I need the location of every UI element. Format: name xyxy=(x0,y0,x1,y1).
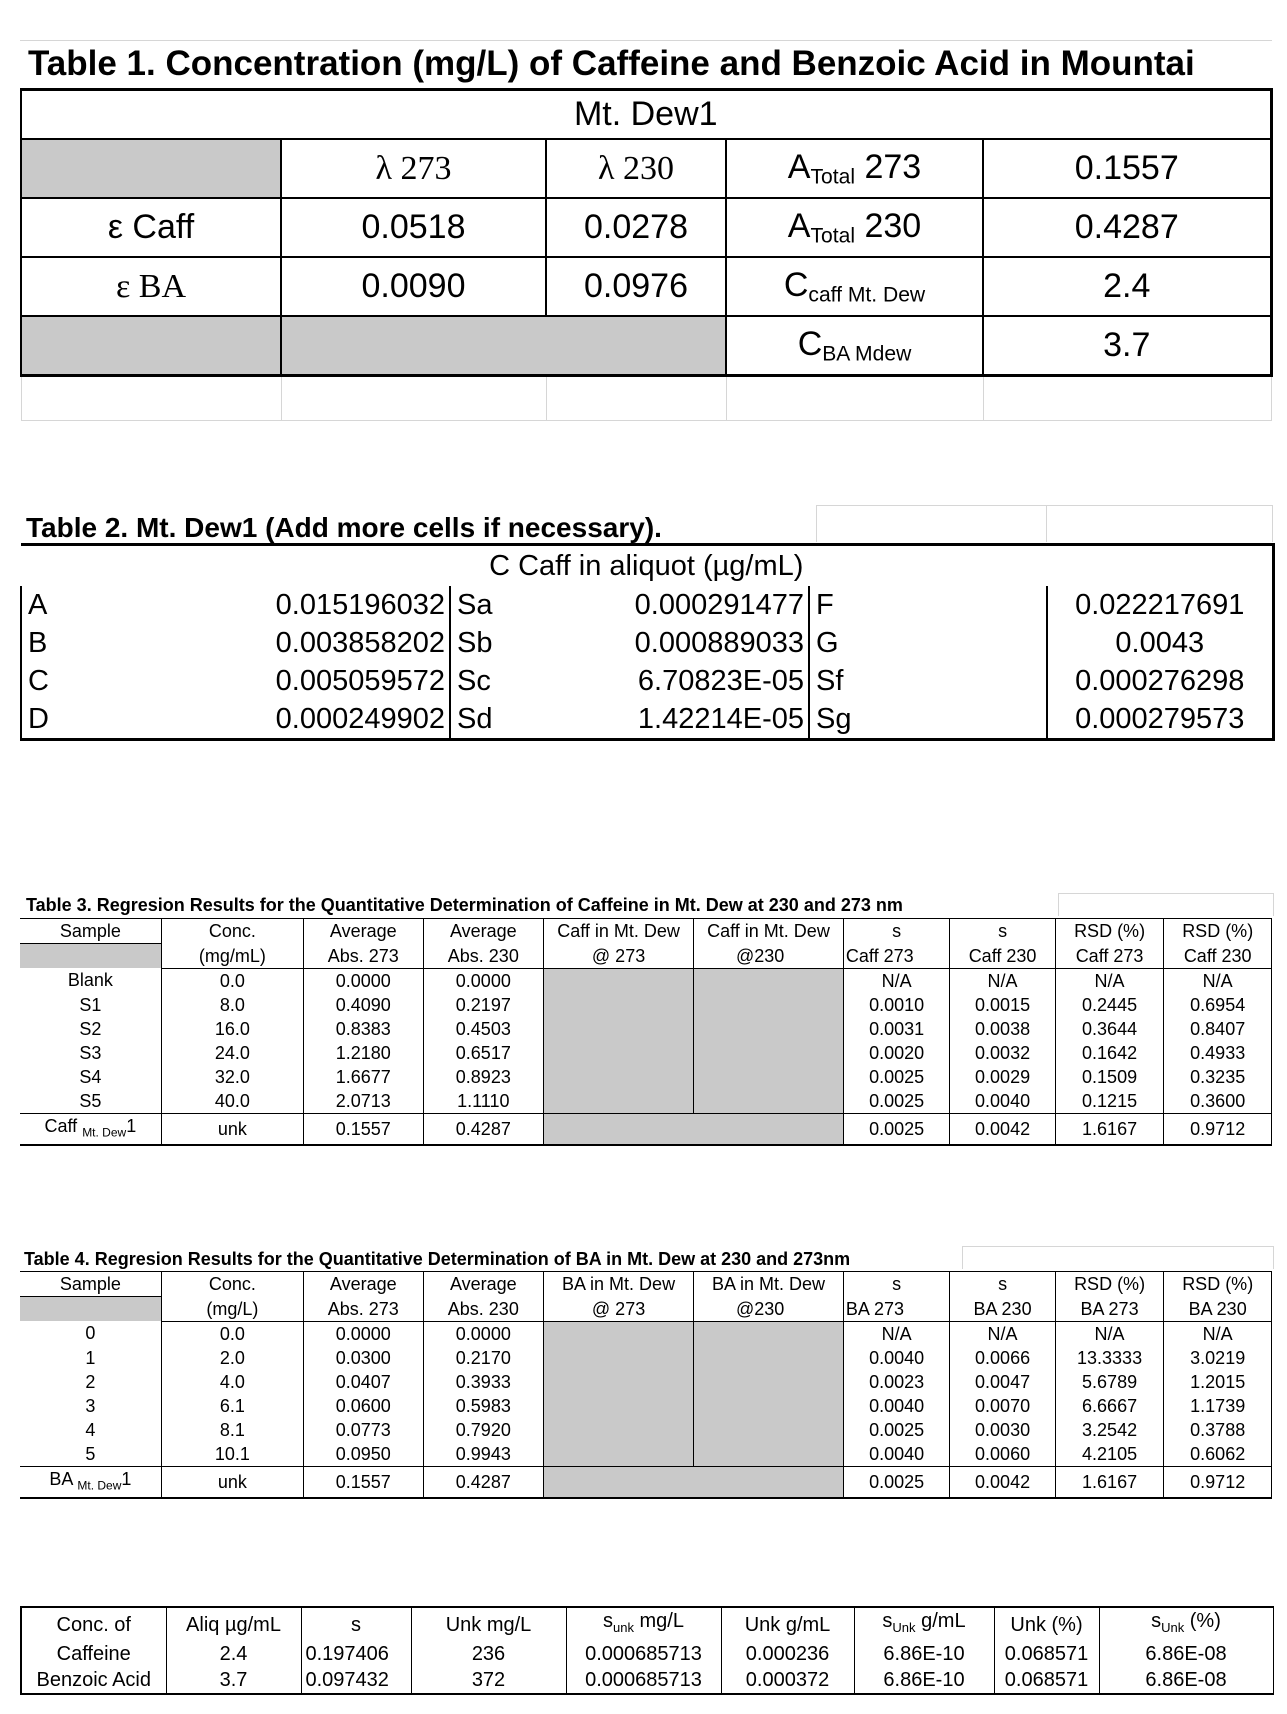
table3-cell: 0.0040 xyxy=(950,1089,1055,1114)
table4-cell: N/A xyxy=(950,1321,1055,1346)
table4-gray-cell xyxy=(544,1346,694,1370)
table3-subheader-4: @ 273 xyxy=(544,944,694,969)
table3-cell: 0.4933 xyxy=(1164,1041,1272,1065)
table4-cell: 3.0219 xyxy=(1164,1346,1272,1370)
table3-gray-cell xyxy=(694,1089,844,1114)
table2-label-s: Sa xyxy=(450,586,596,624)
table4-subheader-1: (mg/L) xyxy=(161,1297,303,1322)
table1-empty-cell xyxy=(21,139,281,198)
table1-blank xyxy=(21,376,281,421)
table4-gray-cell xyxy=(694,1442,844,1467)
table3-cell: 1.1110 xyxy=(423,1089,544,1114)
table3-cell: 0.0000 xyxy=(304,968,424,993)
table4-gray-cell xyxy=(694,1418,844,1442)
table4-gray-cell xyxy=(694,1321,844,1346)
table4-unknown-cell: 0.0042 xyxy=(950,1466,1055,1498)
table3-gray-cell xyxy=(544,993,694,1017)
table3-subheader-5: @230 xyxy=(694,944,844,969)
table2-value-a: 0.005059572 xyxy=(275,664,445,697)
table1-sample-header: Mt. Dew1 xyxy=(21,90,1271,140)
table3-unknown-cell: 1.6167 xyxy=(1055,1113,1164,1145)
table3-cell: 0.0031 xyxy=(843,1017,949,1041)
table5-header-1: Aliq µg/mL xyxy=(166,1607,301,1641)
table1 xyxy=(20,88,1273,421)
table5-cell: 6.86E-10 xyxy=(854,1641,994,1667)
table3-cell: 0.1642 xyxy=(1055,1041,1164,1065)
table2-label-f: Sf xyxy=(809,662,1047,700)
table3-unknown-cell: unk xyxy=(161,1113,303,1145)
table1-blank xyxy=(281,376,546,421)
table3-gray-cell xyxy=(694,968,844,993)
table4-cell: N/A xyxy=(1055,1321,1164,1346)
table3-gray-cell xyxy=(694,1113,844,1145)
table2-value-a: 0.015196032 xyxy=(275,588,445,621)
table3-subheader-8: Caff 273 xyxy=(1055,944,1164,969)
table4-cell: 1 xyxy=(85,1347,96,1368)
table4-cell: 0.0773 xyxy=(304,1418,424,1442)
table3-header-1: Conc. xyxy=(161,919,303,944)
table4-cell: 13.3333 xyxy=(1055,1346,1164,1370)
table4-header-3: Average xyxy=(423,1272,544,1297)
table1-blank xyxy=(546,376,726,421)
table4-cell: 0.0070 xyxy=(950,1394,1055,1418)
table4-cell: 6.6667 xyxy=(1055,1394,1164,1418)
table3-gray-cell xyxy=(694,1017,844,1041)
table1-eps-caff-label: ε Caff xyxy=(21,198,281,257)
table3-cell: 0.4503 xyxy=(423,1017,544,1041)
table4-cell: 1.2015 xyxy=(1164,1370,1272,1394)
table2-value-s: 1.42214E-05 xyxy=(596,700,809,740)
table2-value-a: 0.003858202 xyxy=(275,626,445,659)
table3-cell: S3 xyxy=(79,1042,102,1063)
table4-cell: 0.3788 xyxy=(1164,1418,1272,1442)
table1-ba273: 0.0090 xyxy=(281,257,546,316)
table4-gray-cell xyxy=(694,1346,844,1370)
table3-header-7: s xyxy=(950,919,1055,944)
table4-header-4: BA in Mt. Dew xyxy=(544,1272,694,1297)
table2-blank xyxy=(817,506,1047,543)
table5-cell: 0.000685713 xyxy=(566,1667,721,1694)
table3-subheader-3: Abs. 230 xyxy=(423,944,544,969)
table4-cell: 4.2105 xyxy=(1055,1442,1164,1467)
table2 xyxy=(20,543,1275,741)
table1-empty-cell xyxy=(281,316,726,376)
table4-cell: 8.1 xyxy=(161,1418,303,1442)
table1-ccaff-label: $C_{caff Mt. Dew}$ xyxy=(726,257,983,316)
table3-cell: 0.3600 xyxy=(1164,1089,1272,1114)
table3 xyxy=(20,918,1272,1146)
table3-cell: 0.0015 xyxy=(950,993,1055,1017)
table3-cell: 0.0029 xyxy=(950,1065,1055,1089)
table2-label-a: D xyxy=(21,700,235,740)
table1-cba-label: $C_{BA Mdew}$ xyxy=(726,316,983,376)
table4-gray-cell xyxy=(544,1442,694,1467)
table3-header-5: Caff in Mt. Dew xyxy=(694,919,844,944)
table2-label-a: A xyxy=(21,586,235,624)
table2-value-s: 6.70823E-05 xyxy=(637,664,804,697)
table5-cell: 2.4 xyxy=(166,1641,301,1667)
table2-value-a: 0.000249902 xyxy=(235,700,450,740)
table1-ccaff-value: 2.4 xyxy=(983,257,1271,316)
table2-label-f: Sg xyxy=(809,700,1047,740)
table4-subheader-9: BA 230 xyxy=(1164,1297,1272,1322)
table4-cell: N/A xyxy=(843,1321,949,1346)
table5-header-2: s xyxy=(301,1607,411,1641)
table3-cell: 0.1509 xyxy=(1055,1065,1164,1089)
table5-header-7: Unk (%) xyxy=(994,1607,1099,1641)
table1-cba-value: 3.7 xyxy=(983,316,1271,376)
table4-gray-cell xyxy=(544,1466,694,1498)
table4-gray-cell xyxy=(694,1394,844,1418)
table1-atotal230-value: 0.4287 xyxy=(983,198,1271,257)
table3-cell: 0.1215 xyxy=(1055,1089,1164,1114)
table3-gray-cell xyxy=(544,1041,694,1065)
table3-cell: N/A xyxy=(843,968,949,993)
gridline xyxy=(20,40,1272,41)
table2-label-s: Sb xyxy=(450,624,596,662)
table4-cell: 2 xyxy=(85,1371,96,1392)
table3-header-3: Average xyxy=(423,919,544,944)
table5-cell: 0.068571 xyxy=(994,1667,1099,1694)
table4-cell: 0.0025 xyxy=(843,1418,949,1442)
table5-header-8: $s_{Unk}$ (%) xyxy=(1099,1607,1273,1641)
table3-gray-cell xyxy=(544,1065,694,1089)
table3-cell: S2 xyxy=(79,1018,102,1039)
table3-cell: 0.2445 xyxy=(1055,993,1164,1017)
table3-cell: N/A xyxy=(1164,968,1272,993)
table4-cell: 3.2542 xyxy=(1055,1418,1164,1442)
table4-subheader-3: Abs. 230 xyxy=(423,1297,544,1322)
table3-header-2: Average xyxy=(304,919,424,944)
table3-cell: 2.0713 xyxy=(304,1089,424,1114)
table3-subheader-9: Caff 230 xyxy=(1164,944,1272,969)
table4-cell: 0.0060 xyxy=(950,1442,1055,1467)
table4-unknown-cell: 0.1557 xyxy=(304,1466,424,1498)
table3-unknown-label: Caff $_{Mt. Dew}$1 xyxy=(20,1113,161,1145)
table3-title: Table 3. Regresion Results for the Quantitative Determination of Caffeine in Mt. Dew at 230 and 273 nm xyxy=(26,895,903,915)
table3-cell: Blank xyxy=(67,970,113,991)
table4-gray-cell xyxy=(694,1466,844,1498)
table4-cell: 0.2170 xyxy=(423,1346,544,1370)
table3-cell: 0.6954 xyxy=(1164,993,1272,1017)
table4-cell: 0.0 xyxy=(161,1321,303,1346)
table5-cell: 0.000372 xyxy=(721,1667,854,1694)
table2-blank xyxy=(1047,506,1273,543)
table4-cell: 0.6062 xyxy=(1164,1442,1272,1467)
table3-cell: 1.6677 xyxy=(304,1065,424,1089)
table3-cell: 0.8383 xyxy=(304,1017,424,1041)
table4-cell: 0.0040 xyxy=(843,1394,949,1418)
table4-cell: 0.0600 xyxy=(304,1394,424,1418)
table3-cell: 0.2197 xyxy=(423,993,544,1017)
table2-title: Table 2. Mt. Dew1 (Add more cells if necessary). xyxy=(26,512,662,543)
table5-cell: 0.097432 xyxy=(301,1667,411,1694)
table5-cell: 0.197406 xyxy=(301,1641,411,1667)
table5-header-3: Unk mg/L xyxy=(411,1607,566,1641)
table4-subheader-6: BA 273 xyxy=(843,1297,949,1322)
table4-cell: 4 xyxy=(85,1419,96,1440)
table4-gray-cell xyxy=(544,1370,694,1394)
table3-cell: 0.0 xyxy=(161,968,303,993)
table5-cell: 236 xyxy=(411,1641,566,1667)
table4-cell: 0.0950 xyxy=(304,1442,424,1467)
table4-cell: 5 xyxy=(85,1443,96,1464)
table2-label-a: B xyxy=(21,624,235,662)
table4-cell: 0.0300 xyxy=(304,1346,424,1370)
table3-cell: 0.0038 xyxy=(950,1017,1055,1041)
table3-header-0: Sample xyxy=(20,919,161,944)
table4-subheader-8: BA 273 xyxy=(1055,1297,1164,1322)
table4-cell: 0.5983 xyxy=(423,1394,544,1418)
table1-title: Table 1. Concentration (mg/L) of Caffeine and Benzoic Acid in Mountai xyxy=(28,44,1195,83)
table4-header-1: Conc. xyxy=(161,1272,303,1297)
table3-cell: 1.2180 xyxy=(304,1041,424,1065)
gridline xyxy=(962,1246,1274,1269)
table3-cell: N/A xyxy=(950,968,1055,993)
table4-header-5: BA in Mt. Dew xyxy=(694,1272,844,1297)
table3-gray-cell xyxy=(544,1113,694,1145)
table3-unknown-cell: 0.0042 xyxy=(950,1113,1055,1145)
table4-unknown-cell: 0.4287 xyxy=(423,1466,544,1498)
table5-cell: Benzoic Acid xyxy=(21,1667,166,1694)
table4-header-6: s xyxy=(843,1272,949,1297)
table4-subheader-2: Abs. 273 xyxy=(304,1297,424,1322)
table3-cell: 0.8407 xyxy=(1164,1017,1272,1041)
table4-header-7: s xyxy=(950,1272,1055,1297)
table4-cell: 0.0066 xyxy=(950,1346,1055,1370)
table4-cell: 0.7920 xyxy=(423,1418,544,1442)
table3-unknown-cell: 0.9712 xyxy=(1164,1113,1272,1145)
table5-cell: 6.86E-08 xyxy=(1099,1641,1273,1667)
table2-value-f: 0.000279573 xyxy=(1047,700,1273,740)
table2-value-f: 0.000276298 xyxy=(1047,662,1273,700)
table5-cell: 372 xyxy=(411,1667,566,1694)
table5-cell: 6.86E-10 xyxy=(854,1667,994,1694)
table4-unknown-cell: 1.6167 xyxy=(1055,1466,1164,1498)
table3-cell: 32.0 xyxy=(161,1065,303,1089)
table2-label-s: Sc xyxy=(450,662,596,700)
table5-cell: 6.86E-08 xyxy=(1099,1667,1273,1694)
table1-atotal273-value: 0.1557 xyxy=(983,139,1271,198)
table4-header-blank xyxy=(20,1297,161,1322)
table3-gray-cell xyxy=(544,1017,694,1041)
table1-atotal273-label: $A_{Total}$ 273 xyxy=(726,139,983,198)
table3-cell: N/A xyxy=(1055,968,1164,993)
table4-subheader-4: @ 273 xyxy=(544,1297,694,1322)
table4-cell: 1.1739 xyxy=(1164,1394,1272,1418)
table2-label-a: C xyxy=(21,662,235,700)
table3-gray-cell xyxy=(694,993,844,1017)
table2-label-f: G xyxy=(809,624,1047,662)
gridline xyxy=(1058,893,1274,916)
table3-unknown-cell: 0.0025 xyxy=(843,1113,949,1145)
table3-cell: 8.0 xyxy=(161,993,303,1017)
table3-cell: 0.0025 xyxy=(843,1089,949,1114)
table3-gray-cell xyxy=(544,1089,694,1114)
table1-blank xyxy=(983,376,1271,421)
table3-header-blank xyxy=(20,944,161,969)
table5-header-0: Conc. of xyxy=(21,1607,166,1641)
table1-caff230: 0.0278 xyxy=(546,198,726,257)
table4-gray-cell xyxy=(544,1321,694,1346)
table3-subheader-6: Caff 273 xyxy=(843,944,949,969)
table3-cell: S5 xyxy=(79,1090,102,1111)
table1-lambda230-header: λ 230 xyxy=(546,139,726,198)
table3-cell: 0.0000 xyxy=(423,968,544,993)
table2-value-s: 0.000291477 xyxy=(634,588,804,621)
table3-cell: S4 xyxy=(79,1066,102,1087)
table5-header-4: $s_{unk}$ mg/L xyxy=(566,1607,721,1641)
table4-cell: 0.0000 xyxy=(304,1321,424,1346)
table4-header-9: RSD (%) xyxy=(1164,1272,1272,1297)
table4-cell: 0.0023 xyxy=(843,1370,949,1394)
table3-unknown-cell: 0.4287 xyxy=(423,1113,544,1145)
table3-cell: 0.0010 xyxy=(843,993,949,1017)
table3-header-6: s xyxy=(843,919,949,944)
table3-header-4: Caff in Mt. Dew xyxy=(544,919,694,944)
table3-cell: 0.6517 xyxy=(423,1041,544,1065)
table3-cell: 24.0 xyxy=(161,1041,303,1065)
table5-header-6: $s_{Unk}$ g/mL xyxy=(854,1607,994,1641)
table1-blank xyxy=(726,376,983,421)
table4-cell: 0.0407 xyxy=(304,1370,424,1394)
table4-unknown-cell: unk xyxy=(161,1466,303,1498)
table4-header-8: RSD (%) xyxy=(1055,1272,1164,1297)
table4-subheader-5: @230 xyxy=(694,1297,844,1322)
table4-header-0: Sample xyxy=(20,1272,161,1297)
table2-label-s: Sd xyxy=(450,700,596,740)
table4-cell: 10.1 xyxy=(161,1442,303,1467)
table2-header: C Caff in aliquot (µg/mL) xyxy=(21,545,1273,587)
table2-value-f: 0.022217691 xyxy=(1047,586,1273,624)
table2-top-gridcells xyxy=(816,505,1273,542)
table4-cell: 0.0040 xyxy=(843,1346,949,1370)
table4-cell: 4.0 xyxy=(161,1370,303,1394)
table1-atotal230-label: $A_{Total}$ 230 xyxy=(726,198,983,257)
table3-subheader-1: (mg/mL) xyxy=(161,944,303,969)
table4-cell: 0.3933 xyxy=(423,1370,544,1394)
table4-cell: 3 xyxy=(85,1395,96,1416)
table3-gray-cell xyxy=(694,1065,844,1089)
table3-header-8: RSD (%) xyxy=(1055,919,1164,944)
table4 xyxy=(20,1271,1272,1499)
table1-eps-ba-label: ε BA xyxy=(21,257,281,316)
table1-caff273: 0.0518 xyxy=(281,198,546,257)
table3-header-9: RSD (%) xyxy=(1164,919,1272,944)
table3-unknown-cell: 0.1557 xyxy=(304,1113,424,1145)
table5-cell: 0.068571 xyxy=(994,1641,1099,1667)
table5-cell: 0.000685713 xyxy=(566,1641,721,1667)
table4-cell: 5.6789 xyxy=(1055,1370,1164,1394)
table3-gray-cell xyxy=(694,1041,844,1065)
table4-cell: 0.0030 xyxy=(950,1418,1055,1442)
table4-subheader-7: BA 230 xyxy=(950,1297,1055,1322)
table4-unknown-label: BA $_{Mt. Dew}$1 xyxy=(20,1466,161,1498)
table4-title: Table 4. Regresion Results for the Quantitative Determination of BA in Mt. Dew at 230 and 273nm xyxy=(24,1249,851,1269)
table4-cell: 0.0000 xyxy=(423,1321,544,1346)
table4-cell: 2.0 xyxy=(161,1346,303,1370)
table4-gray-cell xyxy=(544,1394,694,1418)
table3-cell: 0.8923 xyxy=(423,1065,544,1089)
table4-cell: N/A xyxy=(1164,1321,1272,1346)
table2-value-s: 0.000889033 xyxy=(634,626,804,659)
table3-cell: 0.0032 xyxy=(950,1041,1055,1065)
table5-cell: 3.7 xyxy=(166,1667,301,1694)
table4-unknown-cell: 0.0025 xyxy=(843,1466,949,1498)
table4-unknown-cell: 0.9712 xyxy=(1164,1466,1272,1498)
table3-cell: 0.0025 xyxy=(843,1065,949,1089)
table1-ba230: 0.0976 xyxy=(546,257,726,316)
table3-cell: 0.0020 xyxy=(843,1041,949,1065)
table4-gray-cell xyxy=(694,1370,844,1394)
table4-cell: 0.0040 xyxy=(843,1442,949,1467)
table4-header-2: Average xyxy=(304,1272,424,1297)
table5-cell: 0.000236 xyxy=(721,1641,854,1667)
table4-cell: 0 xyxy=(85,1323,96,1344)
table5 xyxy=(20,1606,1274,1695)
table2-value-f: 0.0043 xyxy=(1047,624,1273,662)
table5-cell: Caffeine xyxy=(21,1641,166,1667)
table1-lambda273-header: λ 273 xyxy=(281,139,546,198)
table2-label-f: F xyxy=(809,586,1047,624)
table1-empty-cell xyxy=(21,316,281,376)
table3-cell: 0.3644 xyxy=(1055,1017,1164,1041)
table3-subheader-2: Abs. 273 xyxy=(304,944,424,969)
table3-cell: 0.4090 xyxy=(304,993,424,1017)
table3-gray-cell xyxy=(544,968,694,993)
table3-subheader-7: Caff 230 xyxy=(950,944,1055,969)
table4-cell: 6.1 xyxy=(161,1394,303,1418)
table4-gray-cell xyxy=(544,1418,694,1442)
table3-cell: 0.3235 xyxy=(1164,1065,1272,1089)
table5-header-5: Unk g/mL xyxy=(721,1607,854,1641)
table3-cell: S1 xyxy=(79,994,102,1015)
table3-cell: 16.0 xyxy=(161,1017,303,1041)
table4-cell: 0.0047 xyxy=(950,1370,1055,1394)
table4-cell: 0.9943 xyxy=(423,1442,544,1467)
table3-cell: 40.0 xyxy=(161,1089,303,1114)
